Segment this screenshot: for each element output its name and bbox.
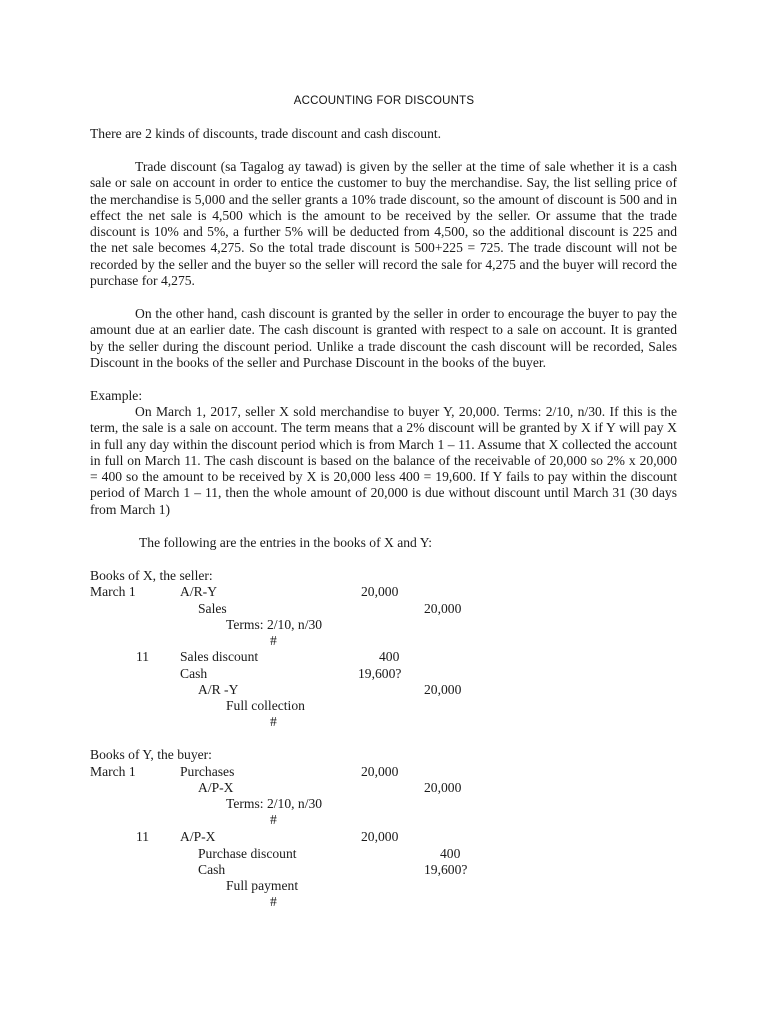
buyer-books-heading: Books of Y, the buyer: bbox=[90, 747, 212, 762]
entries-intro: The following are the entries in the books of X and Y: bbox=[139, 535, 433, 550]
buyer-cash-account: Cash bbox=[198, 862, 226, 877]
buyer-purchases-debit: 20,000 bbox=[361, 764, 399, 779]
seller-ar-y-account: A/R-Y bbox=[180, 584, 218, 599]
buyer-full-payment-note: Full payment bbox=[226, 878, 299, 893]
buyer-march1-date: March 1 bbox=[90, 764, 136, 779]
seller-terms-note: Terms: 2/10, n/30 bbox=[226, 617, 323, 632]
seller-sales-account: Sales bbox=[198, 601, 227, 616]
seller-cash-account: Cash bbox=[180, 666, 208, 681]
example-label: Example: bbox=[90, 388, 143, 403]
seller-day-11: 11 bbox=[136, 649, 150, 664]
seller-ar-y-debit: 20,000 bbox=[361, 584, 399, 599]
seller-march1-date: March 1 bbox=[90, 584, 136, 599]
buyer-ap-x-credit: 20,000 bbox=[424, 780, 462, 795]
buyer-terms-note: Terms: 2/10, n/30 bbox=[226, 796, 323, 811]
buyer-ap-x-debit: 20,000 bbox=[361, 829, 399, 844]
buyer-day-11: 11 bbox=[136, 829, 150, 844]
seller-entry-separator-2: # bbox=[270, 714, 277, 729]
buyer-entry-separator-2: # bbox=[270, 894, 277, 909]
seller-sales-discount-account: Sales discount bbox=[180, 649, 259, 664]
buyer-purchase-discount-account: Purchase discount bbox=[198, 846, 297, 861]
seller-sales-discount-debit: 400 bbox=[379, 649, 400, 664]
cash-discount-paragraph: On the other hand, cash discount is granted by the seller in order to encourage the buyer to pay the amount due at an earlier date. The cash discount is granted with respect to a sale on account. It is granted by the seller during the discount period. Unlike a trade discount the cash discount will be recorded, Sales Discount in the books of the seller and Purchase Discount in the books of the buyer. bbox=[90, 306, 677, 370]
seller-entry-separator: # bbox=[270, 633, 277, 648]
seller-ar-y-credit-account: A/R -Y bbox=[198, 682, 239, 697]
buyer-purchases-account: Purchases bbox=[180, 764, 235, 779]
intro-paragraph: There are 2 kinds of discounts, trade discount and cash discount. bbox=[90, 126, 442, 141]
buyer-purchase-discount-credit: 400 bbox=[440, 846, 461, 861]
buyer-ap-x-debit-account: A/P-X bbox=[180, 829, 216, 844]
seller-ar-y-credit: 20,000 bbox=[424, 682, 462, 697]
seller-full-collection-note: Full collection bbox=[226, 698, 305, 713]
buyer-cash-credit: 19,600? bbox=[424, 862, 468, 877]
example-paragraph: On March 1, 2017, seller X sold merchandise to buyer Y, 20,000. Terms: 2/10, n/30. If this is the term, the sale is a sale on account. The term means that a 2% discount will be granted by X if Y will pay X in full any day within the discount period which is from March 1 – 11. Assume that X collected the account in full on March 11. The cash discount is based on the balance of the receivable of 20,000 so 2% x 20,000 = 400 so the amount to be received by X is 20,000 less 400 = 19,600. If Y fails to pay within the discount period of March 1 – 11, then the whole amount of 20,000 is due without discount until March 31 (30 days from March 1) bbox=[90, 404, 677, 517]
buyer-ap-x-account: A/P-X bbox=[198, 780, 234, 795]
trade-discount-paragraph: Trade discount (sa Tagalog ay tawad) is given by the seller at the time of sale whether it is a cash sale or sale on account in order to entice the customer to buy the merchandise. Say, the list selling price of the merchandise is 5,000 and the seller grants a 10% trade discount, so the amount of discount is 500 and in effect the net sale is 4,500 which is the amount to be received by the seller. Or assume that the trade discount is 10% and 5%, a further 5% will be deducted from 4,500, so the additional discount is 225 and the net sale becomes 4,275. So the total trade discount is 500+225 = 725. The trade discount will not be recorded by the seller and the buyer so the seller will record the sale for 4,275 and the buyer will record the purchase for 4,275. bbox=[90, 159, 677, 289]
seller-books-heading: Books of X, the seller: bbox=[90, 568, 213, 583]
seller-sales-credit: 20,000 bbox=[424, 601, 462, 616]
document-title: ACCOUNTING FOR DISCOUNTS bbox=[293, 95, 475, 107]
buyer-entry-separator: # bbox=[270, 812, 277, 827]
seller-cash-debit: 19,600? bbox=[358, 666, 402, 681]
